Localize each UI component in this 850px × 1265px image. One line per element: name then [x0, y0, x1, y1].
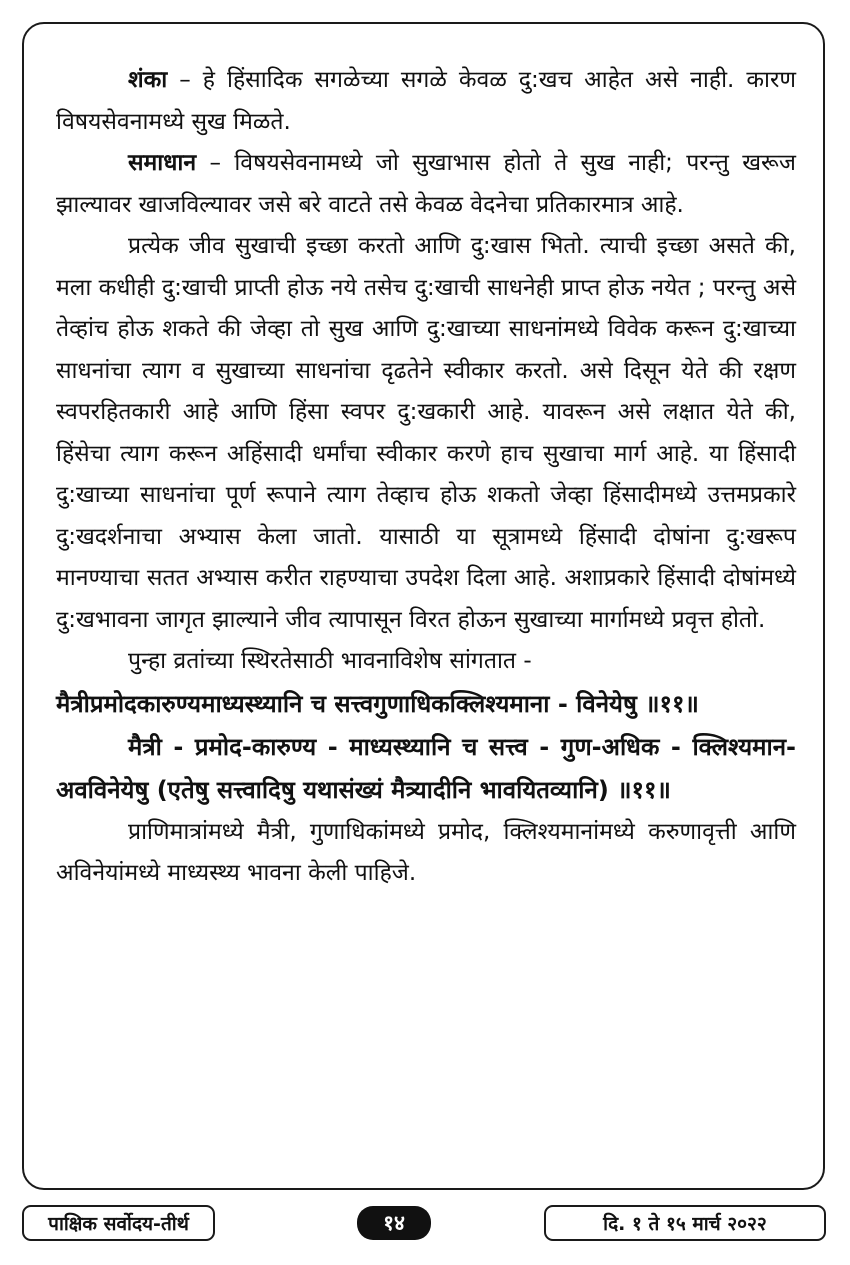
- samadhan-paragraph: [56, 143, 796, 226]
- intro-line: पुन्हा व्रतांच्या स्थिरतेसाठी भावनाविशेष सांगतात -: [128, 648, 532, 674]
- sutra-breakdown: मैत्री - प्रमोद-कारुण्य - माध्यस्थ्यानि च सत्त्व - गुण-अधिक - क्लिश्यमान- अवविनेयेषु (एतेषु सत्त्वादिषु यथासंख्यं मैत्र्यादीनि भावयितव्यानि) ॥११॥: [56, 732, 796, 804]
- samadhan-text: – विषयसेवनामध्ये जो सुखाभास होतो ते सुख नाही; परन्तु खरूज झाल्यावर खाजविल्यावर जसे बरे वाटते तसे केवळ वेदनेचा प्रतिकारमात्र आहे.: [56, 150, 796, 218]
- samadhan-label: समाधान: [128, 150, 197, 176]
- page-content: [56, 60, 796, 895]
- sutra-meaning: प्राणिमात्रांमध्ये मैत्री, गुणाधिकांमध्ये प्रमोद, क्लिश्यमानांमध्ये करुणावृत्ती आणि अविनेयांमध्ये माध्यस्थ्य भावना केली पाहिजे.: [56, 818, 796, 886]
- page-number: १४: [357, 1206, 431, 1240]
- publication-name: पाक्षिक सर्वोदय-तीर्थ: [22, 1205, 215, 1241]
- issue-date: दि. १ ते १५ मार्च २०२२: [544, 1205, 826, 1241]
- shanka-paragraph: [56, 60, 796, 143]
- shanka-text: – हे हिंसादिक सगळेच्या सगळे केवळ दु:खच आहेत असे नाही. कारण विषयसेवनामध्ये सुख मिळते.: [56, 67, 796, 135]
- shanka-label: शंका: [128, 67, 168, 93]
- sutra-text: मैत्रीप्रमोदकारुण्यमाध्यस्थ्यानि च सत्त्वगुणाधिकक्लिश्यमाना - विनेयेषु ॥११॥: [56, 689, 699, 718]
- explanation-paragraph: प्रत्येक जीव सुखाची इच्छा करतो आणि दु:खास भितो. त्याची इच्छा असते की, मला कधीही दु:खाची प्राप्ती होऊ नये तसेच दु:खाची साधनेही प्राप्त होऊ नयेत ; परन्तु असे तेव्हांच होऊ शकते की जेव्हा तो सुख आणि दु:खाच्या साधनांमध्ये विवेक करून दु:खाच्या साधनांचा त्याग व सुखाच्या साधनांचा दृढतेने स्वीकार करतो. असे दिसून येते की रक्षण स्वपरहितकारी आहे आणि हिंसा स्वपर दु:खकारी आहे. यावरून असे लक्षात येते की, हिंसेचा त्याग करून अहिंसादी धर्मांचा स्वीकार करणे हाच सुखाचा मार्ग आहे. या हिंसादी दु:खाच्या साधनांचा पूर्ण रूपाने त्याग तेव्हाच होऊ शकतो जेव्हा हिंसादीमध्ये उत्तमप्रकारे दु:खदर्शनाचा अभ्यास केला जातो. यासाठी या सूत्रामध्ये हिंसादी दोषांना दु:खरूप मानण्याचा सतत अभ्यास करीत राहण्याचा उपदेश दिला आहे. अशाप्रकारे हिंसादी दोषांमध्ये दु:खभावना जागृत झाल्याने जीव त्यापासून विरत होऊन सुखाच्या मार्गामध्ये प्रवृत्त होतो.: [56, 233, 796, 633]
